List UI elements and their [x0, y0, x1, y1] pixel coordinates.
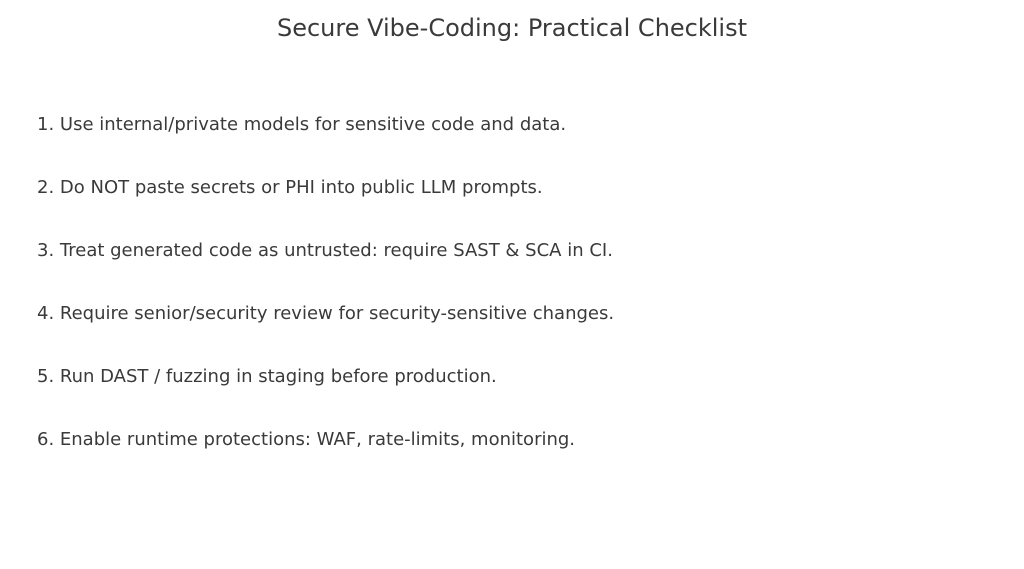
checklist [37, 112, 614, 490]
checklist-item: 6. Enable runtime protections: WAF, rate-limits, monitoring. [37, 429, 576, 450]
checklist-item: 5. Run DAST / fuzzing in staging before production. [37, 366, 497, 387]
checklist-item: 1. Use internal/private models for sensitive code and data. [37, 114, 567, 135]
checklist-item: 3. Treat generated code as untrusted: require SAST & SCA in CI. [37, 240, 613, 261]
checklist-item: 4. Require senior/security review for security-sensitive changes. [37, 303, 615, 324]
page-title: Secure Vibe-Coding: Practical Checklist [276, 14, 748, 42]
checklist-item: 2. Do NOT paste secrets or PHI into public LLM prompts. [37, 177, 543, 198]
